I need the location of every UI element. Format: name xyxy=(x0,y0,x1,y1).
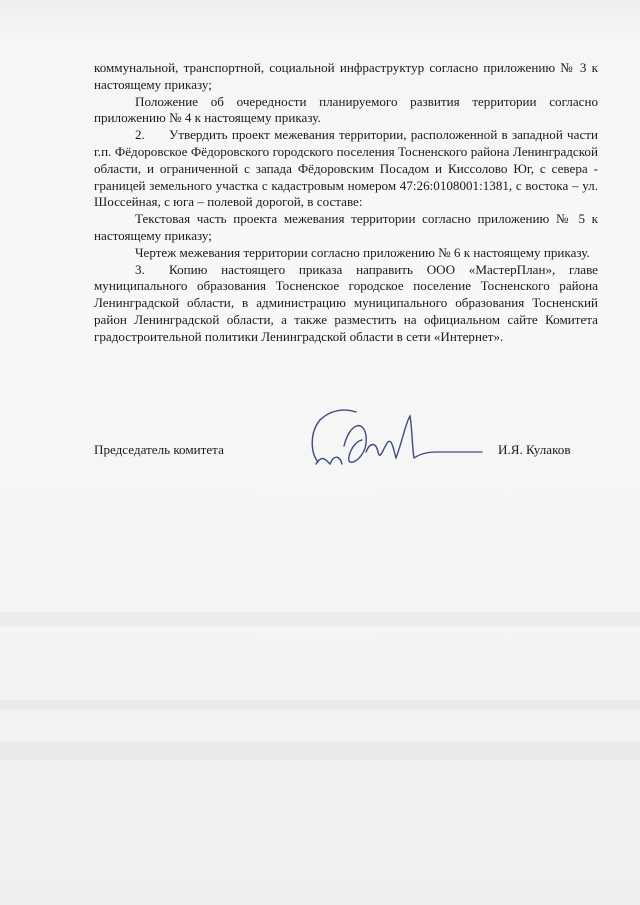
handwritten-signature xyxy=(296,402,486,482)
paragraph-2 xyxy=(94,94,598,128)
paragraph-number: 3. xyxy=(135,261,145,277)
paragraph-6 xyxy=(94,262,598,346)
paragraph-text: Чертеж межевания территории согласно приложению № 6 к настоящему приказу. xyxy=(135,244,590,260)
scan-streak xyxy=(0,700,640,710)
paragraph-number: 2. xyxy=(135,127,145,143)
scan-streak xyxy=(0,612,640,626)
paragraph-text: Текстовая часть проекта межевания территории согласно приложению № 5 к настоящему приказу; xyxy=(94,211,598,243)
paragraph-text: Утвердить проект межевания территории, расположенной в западной части г.п. Фёдоровское Фёдоровского городского поселения Тосненского района Ленинградской области, и ограниченной с запада Фёдоровским Посадом и Киссолово Юг, с севера - границей земельного участка с кадастровым номером 47:26:0108001:1381, с востока – ул. Шоссейная, с юга – полевой дорогой, в составе: xyxy=(94,127,598,210)
paragraph-3 xyxy=(94,127,598,211)
signatory-name: И.Я. Кулаков xyxy=(498,442,571,457)
paragraph-5 xyxy=(94,245,598,262)
document-body xyxy=(94,60,598,346)
paragraph-text: Копию настоящего приказа направить ООО «МастерПлан», главе муниципального образования Тосненское городское поселение Тосненского района Ленинградской области, в администрацию муниципального образования Тосненский район Ленинградской области, а также разместить на официальном сайте Комитета градостроительной политики Ленинградской области в сети «Интернет». xyxy=(94,261,598,344)
paragraph-text: коммунальной, транспортной, социальной инфраструктур согласно приложению № 3 к настоящему приказу; xyxy=(94,60,598,92)
scan-streak xyxy=(0,742,640,760)
paragraph-4 xyxy=(94,211,598,245)
paragraph-1 xyxy=(94,60,598,94)
signatory-title: Председатель комитета xyxy=(94,442,224,457)
paragraph-text: Положение об очередности планируемого развития территории согласно приложению № 4 к настоящему приказу. xyxy=(94,93,598,126)
